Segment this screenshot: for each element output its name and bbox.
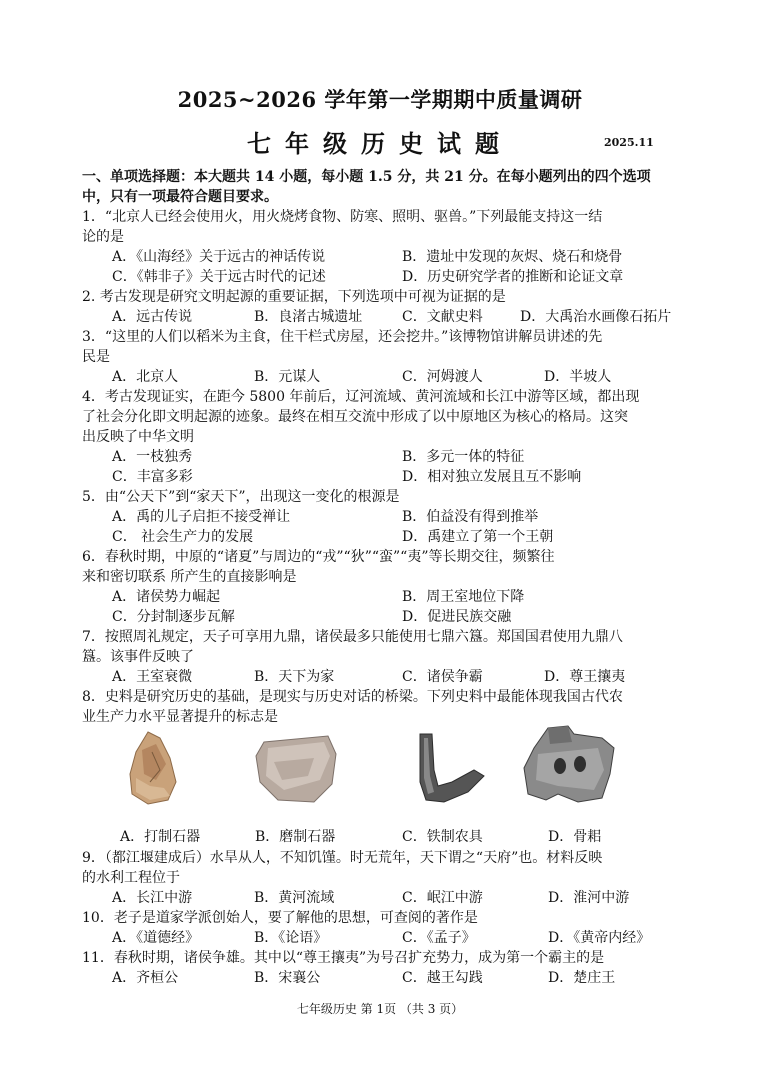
section-heading-line-2: 中，只有一项最符合题目要求。 [82,189,278,205]
question-9-option-c: C．岷江中游 [402,890,483,906]
chipped-stone-tool-image [126,730,178,806]
question-8-option-d: D．骨耜 [548,829,602,845]
question-3-option-b: B．元谋人 [254,369,321,385]
question-6-line-1: 6．春秋时期，中原的“诸夏”与周边的“戎”“狄”“蛮”“夷”等长期交往，频繁往 [82,549,555,565]
question-9-option-b: B．黄河流域 [254,890,335,906]
question-3-line-1: 3．“这里的人们以稻米为主食，住干栏式房屋，还会挖井。”该博物馆讲解员讲述的先 [82,329,603,345]
question-10-option-c: C．《孟子》 [402,930,476,946]
question-9-option-d: D．淮河中游 [548,890,630,906]
question-9-line-1: 9．（都江堰建成后）水旱从人，不知饥馑。时无荒年，天下谓之“天府”也。材料反映 [82,850,603,866]
question-9-option-a: A．长江中游 [112,890,193,906]
question-1-option-a: A．《山海经》关于远古的神话传说 [112,249,326,265]
question-5-option-c: C． 社会生产力的发展 [112,529,254,545]
question-7-option-a: A．王室衰微 [112,669,193,685]
question-6-line-2: 来和密切联系 所产生的直接影响是 [82,569,297,585]
question-8-option-c: C．铁制农具 [402,829,483,845]
question-6-option-d: D．促进民族交融 [402,609,512,625]
question-2-option-b: B．良渚古城遗址 [254,309,363,325]
question-10-line-1: 10．老子是道家学派创始人，要了解他的思想，可查阅的著作是 [82,910,478,926]
exam-date: 2025.11 [604,136,654,149]
question-4-line-3: 出反映了中华文明 [82,429,194,445]
question-8-line-1: 8．史料是研究历史的基础，是现实与历史对话的桥梁。下列史料中最能体现我国古代农 [82,689,623,705]
exam-subtitle: 七年级历史试题 [247,129,513,158]
exam-title: 2025~2026 学年第一学期期中质量调研 [177,87,583,112]
question-3-line-2: 民是 [82,349,110,365]
question-2-line-1: 2. 考古发现是研究文明起源的重要证据，下列选项中可视为证据的是 [82,289,506,305]
question-2-option-d: D．大禹治水画像石拓片 [520,309,672,325]
question-7-line-1: 7．按照周礼规定，天子可享用九鼎，诸侯最多只能使用七鼎六簋。郑国国君使用九鼎八 [82,629,623,645]
question-3-option-d: D．半坡人 [544,369,612,385]
question-1-line-2: 论的是 [82,229,124,245]
question-7-option-d: D．尊王攘夷 [544,669,626,685]
question-1-option-c: C．《韩非子》关于远古时代的记述 [112,269,326,285]
question-1-line-1: 1．“北京人已经会使用火，用火烧烤食物、防寒、照明、驱兽。”下列最能支持这一结 [82,209,603,225]
question-1-option-b: B．遗址中发现的灰烬、烧石和烧骨 [402,249,623,265]
question-4-option-a: A．一枝独秀 [112,449,193,465]
question-2-option-c: C．文献史料 [402,309,483,325]
question-8-option-b: B．磨制石器 [255,829,336,845]
question-5-option-a: A．禹的儿子启拒不接受禅让 [112,509,291,525]
polished-stone-tool-image [254,732,340,806]
question-4-option-d: D．相对独立发展且互不影响 [402,469,582,485]
question-6-option-b: B．周王室地位下降 [402,589,525,605]
question-5-option-b: B．伯益没有得到推举 [402,509,539,525]
section-heading-line-1: 一、单项选择题：本大题共 14 小题，每小题 1.5 分，共 21 分。在每小题列出的四个选项 [82,169,651,185]
question-8-line-2: 业生产力水平显著提升的标志是 [82,709,278,725]
question-4-line-2: 了社会分化即文明起源的迹象。最终在相互交流中形成了以中原地区为核心的格局。这突 [82,409,628,425]
question-10-option-b: B．《论语》 [254,930,328,946]
question-3-option-a: A．北京人 [112,369,179,385]
question-4-option-c: C．丰富多彩 [112,469,193,485]
question-11-line-1: 11．春秋时期，诸侯争雄。其中以“尊王攘夷”为号召扩充势力，成为第一个霸主的是 [82,950,605,966]
question-3-option-c: C．河姆渡人 [402,369,483,385]
question-10-option-d: D．《黄帝内经》 [548,930,651,946]
iron-farm-tool-image [408,730,488,806]
question-2-option-a: A．远古传说 [112,309,193,325]
question-11-option-c: C．越王勾践 [402,970,483,986]
question-10-option-a: A．《道德经》 [112,930,200,946]
page-footer: 七年级历史 第 1页 （共 3 页） [296,1002,464,1016]
question-4-option-b: B．多元一体的特征 [402,449,525,465]
question-5-option-d: D．禹建立了第一个王朝 [402,529,554,545]
question-11-option-b: B．宋襄公 [254,970,321,986]
question-6-option-a: A．诸侯势力崛起 [112,589,221,605]
question-8-option-a: A．打制石器 [120,829,201,845]
question-7-option-c: C．诸侯争霸 [402,669,483,685]
question-6-option-c: C．分封制逐步瓦解 [112,609,235,625]
question-7-line-2: 簋。该事件反映了 [82,649,194,665]
bone-spade-image [518,724,618,806]
question-1-option-d: D．历史研究学者的推断和论证文章 [402,269,624,285]
question-5-line-1: 5．由“公天下”到“家天下”，出现这一变化的根源是 [82,489,400,505]
question-9-line-2: 的水利工程位于 [82,870,180,886]
question-11-option-a: A．齐桓公 [112,970,179,986]
question-4-line-1: 4．考古发现证实，在距今 5800 年前后，辽河流域、黄河流域和长江中游等区域，都出现 [82,389,640,405]
question-11-option-d: D．楚庄王 [548,970,616,986]
question-7-option-b: B．天下为家 [254,669,335,685]
